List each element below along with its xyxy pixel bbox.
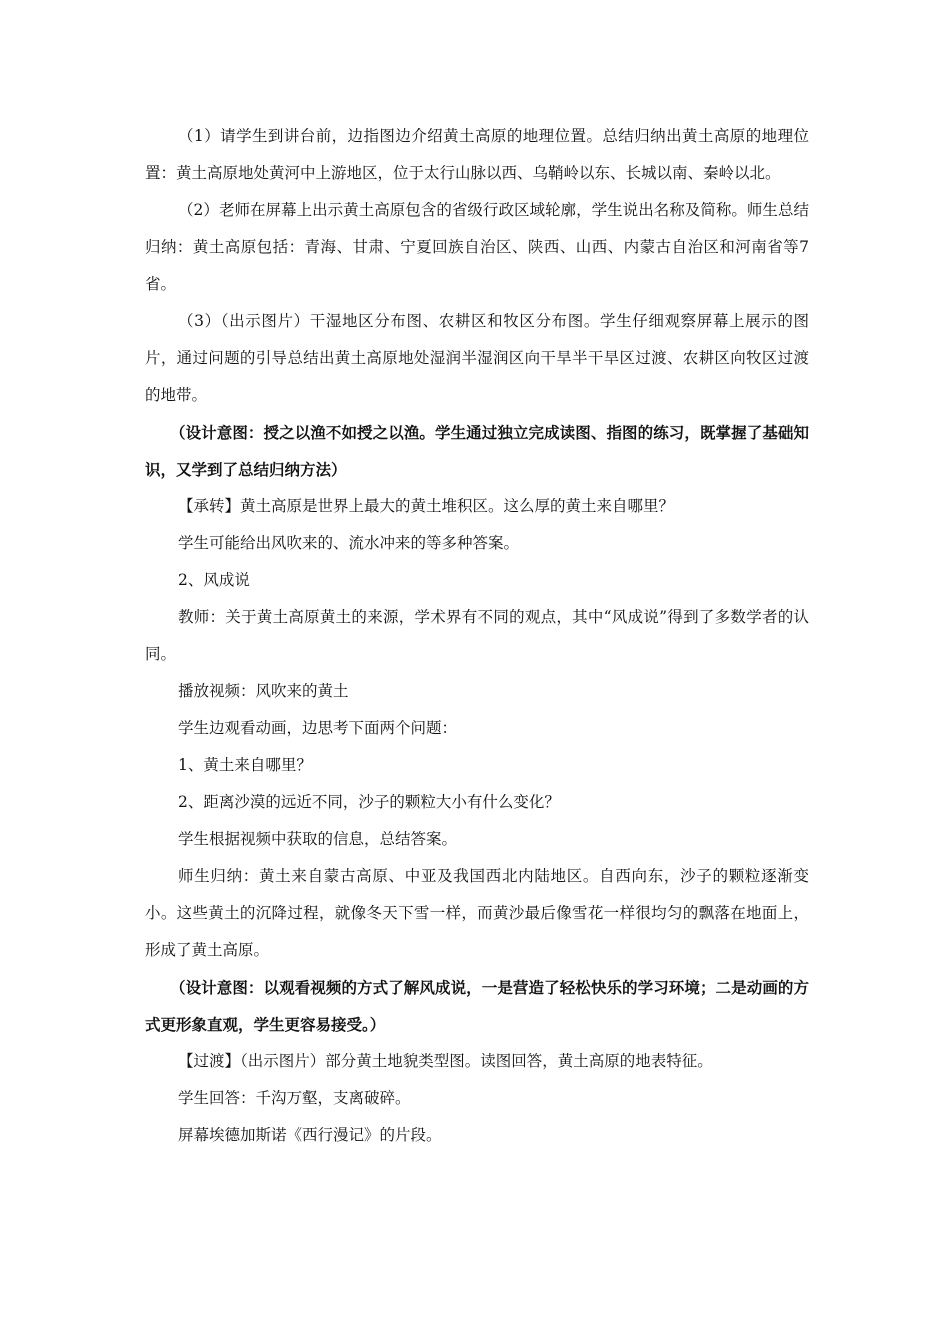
paragraph-provinces: （2）老师在屏幕上出示黄土高原包含的省级行政区域轮廓，学生说出名称及简称。师生总结归纳：黄土高原包括：青海、甘肃、宁夏回族自治区、陕西、山西、内蒙古自治区和河南省等7省。 — [145, 201, 809, 293]
paragraph-watch-think: 学生边观看动画，边思考下面两个问题： — [178, 719, 458, 737]
paragraph-transition-zone: （3）（出示图片）干湿地区分布图、农耕区和牧区分布图。学生仔细观察屏幕上展示的图片，通过问题的引导总结出黄土高原地处湿润半湿润区向干旱半干旱区过渡、农耕区向牧区过渡的地带。 — [145, 312, 809, 404]
document-page — [145, 118, 809, 1154]
question-1: 1、黄土来自哪里？ — [178, 756, 312, 774]
paragraph-teacher-intro: 教师：关于黄土高原黄土的来源，学术界有不同的观点，其中“风成说”得到了多数学者的认同。 — [145, 608, 809, 663]
paragraph-play-video: 播放视频：风吹来的黄土 — [178, 682, 349, 700]
section-heading-wind-theory: 2、风成说 — [178, 571, 250, 589]
paragraph-student-answers: 学生可能给出风吹来的、流水冲来的等多种答案。 — [178, 534, 520, 552]
design-intent-1: （设计意图：授之以渔不如授之以渔。学生通过独立完成读图、指图的练习，既掌握了基础知识，又学到了总结归纳方法） — [145, 423, 809, 479]
paragraph-screen-excerpt: 屏幕埃德加斯诺《西行漫记》的片段。 — [178, 1126, 442, 1144]
paragraph-transition-question: 【承转】黄土高原是世界上最大的黄土堆积区。这么厚的黄土来自哪里？ — [178, 497, 675, 515]
paragraph-landform-transition: 【过渡】（出示图片）部分黄土地貌类型图。读图回答，黄土高原的地表特征。 — [178, 1052, 713, 1070]
paragraph-student-reply: 学生回答：千沟万壑，支离破碎。 — [178, 1089, 411, 1107]
design-intent-2: （设计意图：以观看视频的方式了解风成说，一是营造了轻松快乐的学习环境；二是动画的方式更形象直观，学生更容易接受。） — [145, 978, 809, 1034]
paragraph-location-intro: （1）请学生到讲台前，边指图边介绍黄土高原的地理位置。总结归纳出黄土高原的地理位置：黄土高原地处黄河中上游地区，位于太行山脉以西、乌鞘岭以东、长城以南、秦岭以北。 — [145, 127, 809, 182]
paragraph-summarize: 学生根据视频中获取的信息，总结答案。 — [178, 830, 458, 848]
paragraph-conclusion: 师生归纳：黄土来自蒙古高原、中亚及我国西北内陆地区。自西向东，沙子的颗粒逐渐变小。这些黄土的沉降过程，就像冬天下雪一样，而黄沙最后像雪花一样很均匀的飘落在地面上，形成了黄土高原。 — [145, 867, 809, 959]
question-2: 2、距离沙漠的远近不同，沙子的颗粒大小有什么变化？ — [178, 793, 560, 811]
